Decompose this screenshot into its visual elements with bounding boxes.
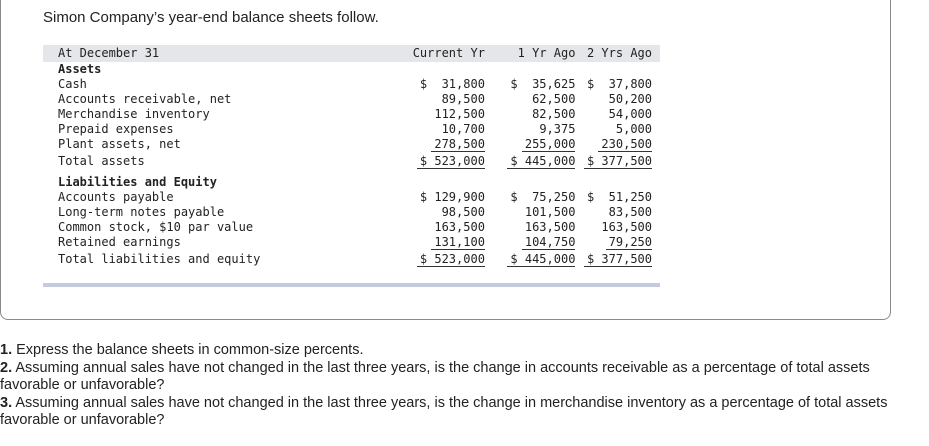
question-text: Assuming annual sales have not changed in the last three years, is the change in merchandise inventory as a percentage of total assets favorable or unfavorable?	[0, 394, 888, 428]
header-current-yr: Current Yr	[389, 45, 487, 62]
cell-value: 163,500	[524, 220, 576, 234]
cell-value: 98,500	[441, 205, 485, 219]
cell-value: 278,500	[431, 137, 485, 152]
table-row	[43, 190, 660, 205]
balance-sheet-table-wrapper	[43, 45, 660, 268]
cell-value: 163,500	[434, 220, 485, 234]
row-label: Prepaid expenses	[58, 122, 174, 136]
total-liabilities-row	[43, 250, 660, 268]
table-bottom-rule	[43, 283, 660, 287]
cell-value: 9,375	[539, 122, 576, 136]
cell-value: 82,500	[532, 107, 576, 121]
table-row	[43, 235, 660, 250]
row-label: Retained earnings	[58, 235, 181, 249]
balance-sheet-table	[43, 45, 660, 268]
intro-text: Simon Company’s year-end balance sheets follow.	[43, 9, 379, 26]
question-number: 2.	[0, 359, 13, 376]
question-number: 3.	[0, 394, 13, 411]
question-3	[0, 395, 925, 430]
table-row	[43, 137, 660, 152]
cell-value: 89,500	[441, 92, 485, 106]
total-value: $ 523,000	[417, 252, 485, 267]
cell-value: 163,500	[601, 220, 652, 234]
cell-value: 54,000	[608, 107, 652, 121]
cell-value: 101,500	[524, 205, 576, 219]
cell-value: 104,750	[522, 235, 576, 250]
row-label: Cash	[58, 77, 87, 91]
total-value: $ 445,000	[507, 252, 575, 267]
table-header-row	[43, 45, 660, 62]
question-2	[0, 360, 925, 395]
total-value: $ 445,000	[507, 154, 575, 169]
question-number: 1.	[0, 342, 13, 358]
total-assets-row	[43, 152, 660, 170]
cell-value: 10,700	[441, 122, 485, 136]
cell-value: 62,500	[532, 92, 576, 106]
section-heading-row	[43, 175, 660, 190]
question-1	[0, 342, 925, 360]
cell-value: 50,200	[608, 92, 652, 106]
question-text: Express the balance sheets in common-size percents.	[12, 342, 364, 358]
total-value: $ 377,500	[584, 252, 652, 267]
cell-value: $ 31,800	[419, 77, 485, 91]
row-label: Long-term notes payable	[58, 205, 225, 219]
cell-value: 5,000	[615, 122, 652, 136]
table-row	[43, 92, 660, 107]
table-row	[43, 107, 660, 122]
table-row	[43, 205, 660, 220]
table-row	[43, 77, 660, 92]
header-1-yr-ago: 1 Yr Ago	[487, 45, 578, 62]
cell-value: 79,250	[606, 235, 652, 250]
cell-value: 131,100	[431, 235, 485, 250]
cell-value: $ 129,900	[419, 190, 485, 204]
row-label: Common stock, $10 par value	[58, 220, 254, 234]
question-text: Assuming annual sales have not changed in the last three years, is the change in accounts receivable as a percentage of total assets favorable or unfavorable?	[0, 359, 870, 393]
table-row	[43, 220, 660, 235]
header-2-yrs-ago: 2 Yrs Ago	[577, 45, 660, 62]
section-heading-row	[43, 62, 660, 77]
header-label: At December 31	[43, 45, 389, 62]
row-label: Accounts receivable, net	[58, 92, 232, 106]
liabilities-heading: Liabilities and Equity	[58, 175, 217, 189]
total-value: $ 523,000	[417, 154, 485, 169]
row-label: Total assets	[58, 154, 145, 168]
row-label: Accounts payable	[58, 190, 174, 204]
cell-value: 83,500	[608, 205, 652, 219]
cell-value: $ 37,800	[586, 77, 652, 91]
row-label: Merchandise inventory	[58, 107, 210, 121]
cell-value: $ 51,250	[586, 190, 652, 204]
row-label: Plant assets, net	[58, 137, 181, 151]
assets-heading: Assets	[58, 62, 102, 76]
cell-value: 230,500	[598, 137, 652, 152]
table-row	[43, 122, 660, 137]
cell-value: 112,500	[434, 107, 485, 121]
questions	[0, 342, 925, 430]
cell-value: $ 35,625	[510, 77, 576, 91]
cell-value: $ 75,250	[510, 190, 576, 204]
total-value: $ 377,500	[584, 154, 652, 169]
cell-value: 255,000	[522, 137, 576, 152]
row-label: Total liabilities and equity	[58, 252, 261, 266]
